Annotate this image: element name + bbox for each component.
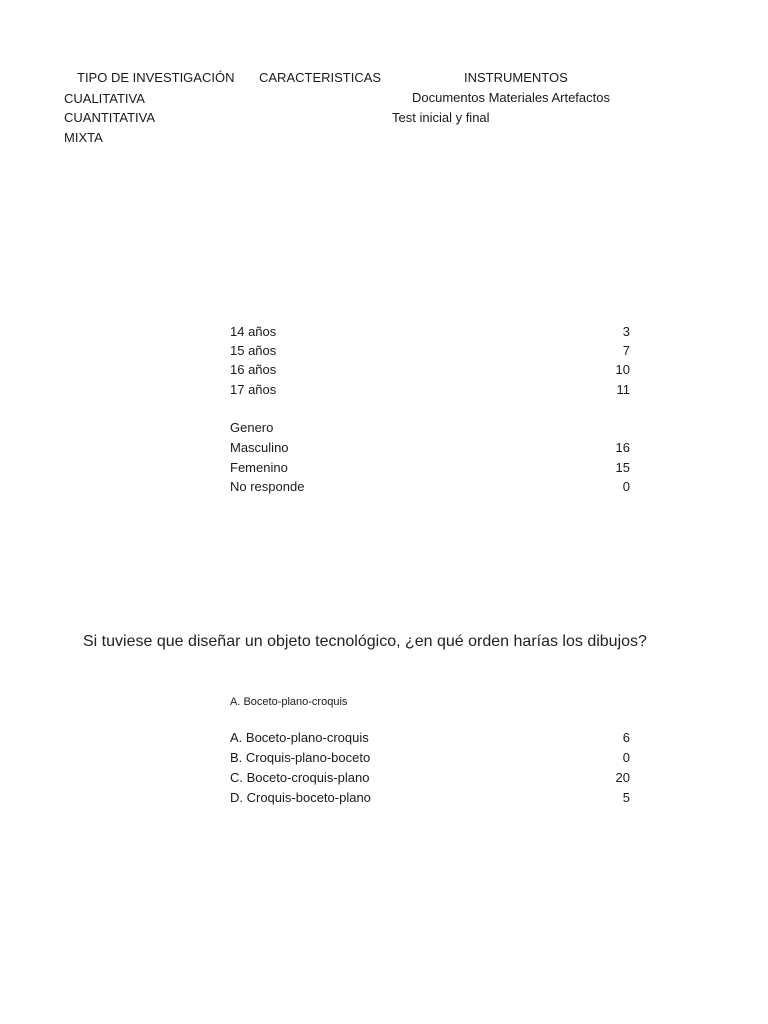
gender-count: 15 [615, 460, 630, 475]
gender-label: Femenino [230, 460, 288, 475]
instruments-cuantitativa: Test inicial y final [392, 110, 490, 125]
age-label: 17 años [230, 382, 277, 397]
survey-question: Si tuviese que diseñar un objeto tecnológico, ¿en qué orden harías los dibujos? [83, 633, 647, 650]
gender-label: No responde [230, 479, 305, 494]
instruments-cualitativa: Documentos Materiales Artefactos [412, 90, 610, 105]
option-label: C. Boceto-croquis-plano [230, 770, 370, 785]
age-label: 14 años [230, 324, 277, 339]
age-label: 15 años [230, 343, 277, 358]
research-type-mixta: MIXTA [64, 130, 103, 145]
option-count: 6 [622, 730, 630, 745]
header-research-type: TIPO DE INVESTIGACIÓN [77, 70, 235, 85]
option-label: A. Boceto-plano-croquis [230, 730, 369, 745]
option-count: 20 [615, 770, 630, 785]
gender-title: Genero [230, 420, 274, 435]
option-label: D. Croquis-boceto-plano [230, 790, 371, 805]
option-label: B. Croquis-plano-boceto [230, 750, 371, 765]
header-characteristics: CARACTERISTICAS [259, 70, 382, 85]
gender-count: 0 [622, 479, 630, 494]
option-count: 0 [622, 750, 630, 765]
research-type-cualitativa: CUALITATIVA [64, 91, 145, 106]
gender-count: 16 [615, 440, 630, 455]
age-count: 10 [615, 362, 630, 377]
age-count: 7 [622, 343, 630, 358]
age-count: 3 [622, 324, 630, 339]
gender-label: Masculino [230, 440, 289, 455]
header-instruments: INSTRUMENTOS [464, 70, 568, 85]
age-count: 11 [616, 382, 630, 397]
option-count: 5 [622, 790, 630, 805]
age-label: 16 años [230, 362, 277, 377]
research-type-cuantitativa: CUANTITATIVA [64, 110, 155, 125]
highlighted-option: A. Boceto-plano-croquis [230, 696, 348, 708]
